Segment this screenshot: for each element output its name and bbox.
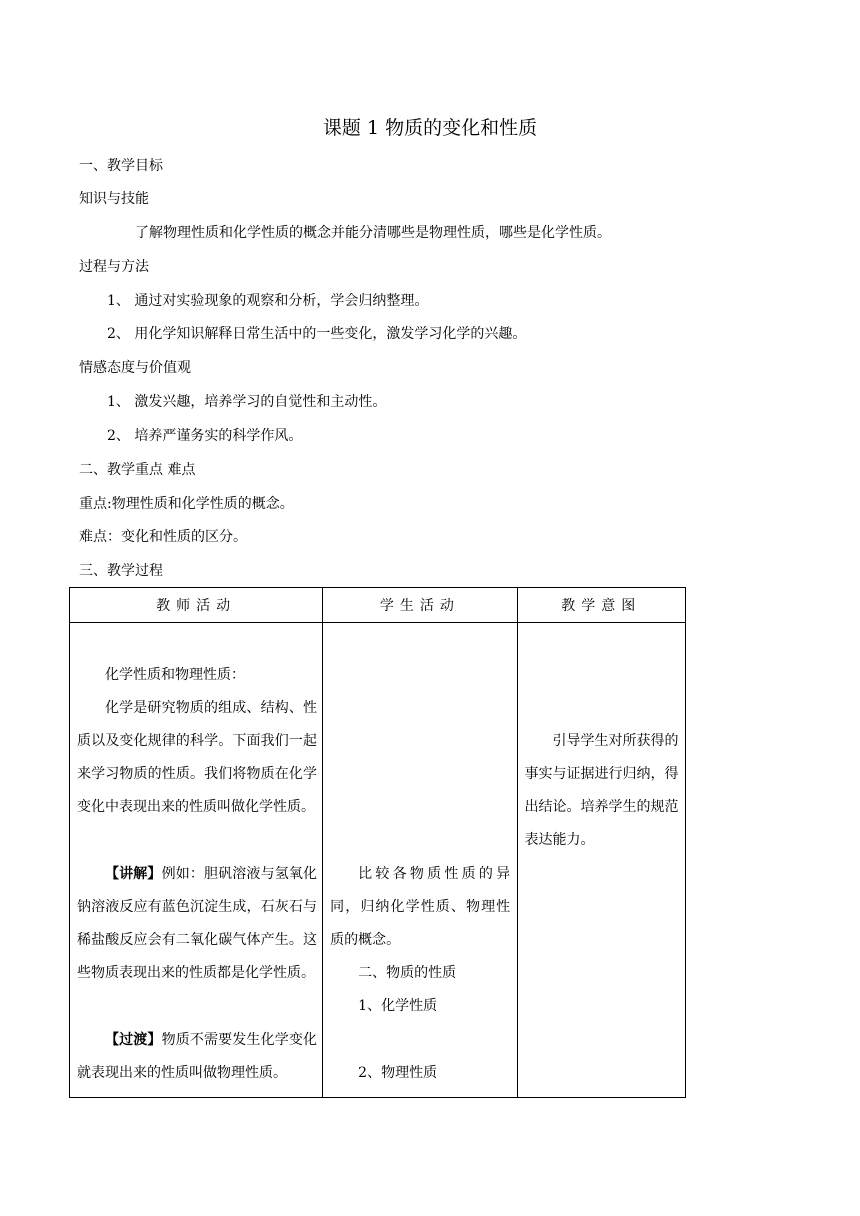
teacher-paragraph-4: 【过渡】物质不需要发生化学变化就表现出来的性质叫做物理性质。 [77,1032,318,1081]
teaching-process-heading: 三、教学过程 [79,563,163,579]
knowledge-text: 了解物理性质和化学性质的概念并能分清哪些是物理性质，哪些是化学性质。 [135,225,611,241]
attitude-item-1: 1、 激发兴趣，培养学习的自觉性和主动性。 [107,394,387,410]
student-paragraph-3: 1、化学性质 [358,998,438,1014]
process-heading: 过程与方法 [79,259,149,275]
student-paragraph-4: 2、物理性质 [358,1065,438,1081]
student-paragraph-2: 二、物质的性质 [358,965,457,981]
attitude-item-2: 2、 培养严谨务实的科学作风。 [107,428,303,444]
header-teacher-activity: 教师活动 [70,588,323,623]
teaching-intent-cell [517,623,685,1098]
table-header-row [70,588,686,623]
header-teaching-intent: 教学意图 [517,588,685,623]
process-item-1: 1、 通过对实验现象的观察和分析，学会归纳整理。 [107,293,429,309]
difficulty-text: 难点：变化和性质的区分。 [79,529,247,545]
knowledge-heading: 知识与技能 [79,191,149,207]
intent-paragraph-1: 引导学生对所获得的事实与证据进行归纳，得出结论。培养学生的规范表达能力。 [524,733,679,848]
table-row [70,623,686,1098]
student-activity-cell [323,623,517,1098]
transition-tag: 【过渡】 [105,1032,162,1048]
page-title: 课题 1 物质的变化和性质 [322,117,538,139]
process-item-2: 2、 用化学知识解释日常生活中的一些变化，激发学习化学的兴趣。 [107,326,527,342]
teacher-paragraph-2: 化学是研究物质的组成、结构、性质以及变化规律的科学。下面我们一起来学习物质的性质。我们将物质在化学变化中表现出来的性质叫做化学性质。 [77,700,317,815]
lesson-table [69,587,686,1098]
focus-heading: 二、教学重点 难点 [79,462,196,478]
header-student-activity: 学生活动 [323,588,517,623]
teacher-paragraph-3: 【讲解】例如：胆矾溶液与氢氧化钠溶液反应有蓝色沉淀生成，石灰石与稀盐酸反应会有二氧化碳气体产生。这些物质表现出来的性质都是化学性质。 [77,866,318,981]
explain-tag: 【讲解】 [105,866,162,882]
student-paragraph-1: 比较各物质性质的异同，归纳化学性质、物理性质的概念。 [330,866,511,948]
teacher-activity-cell [70,623,323,1098]
teacher-paragraph-1: 化学性质和物理性质： [105,667,245,683]
focus-text: 重点:物理性质和化学性质的概念。 [79,496,294,512]
attitude-heading: 情感态度与价值观 [79,360,191,376]
objectives-heading: 一、教学目标 [79,158,163,174]
